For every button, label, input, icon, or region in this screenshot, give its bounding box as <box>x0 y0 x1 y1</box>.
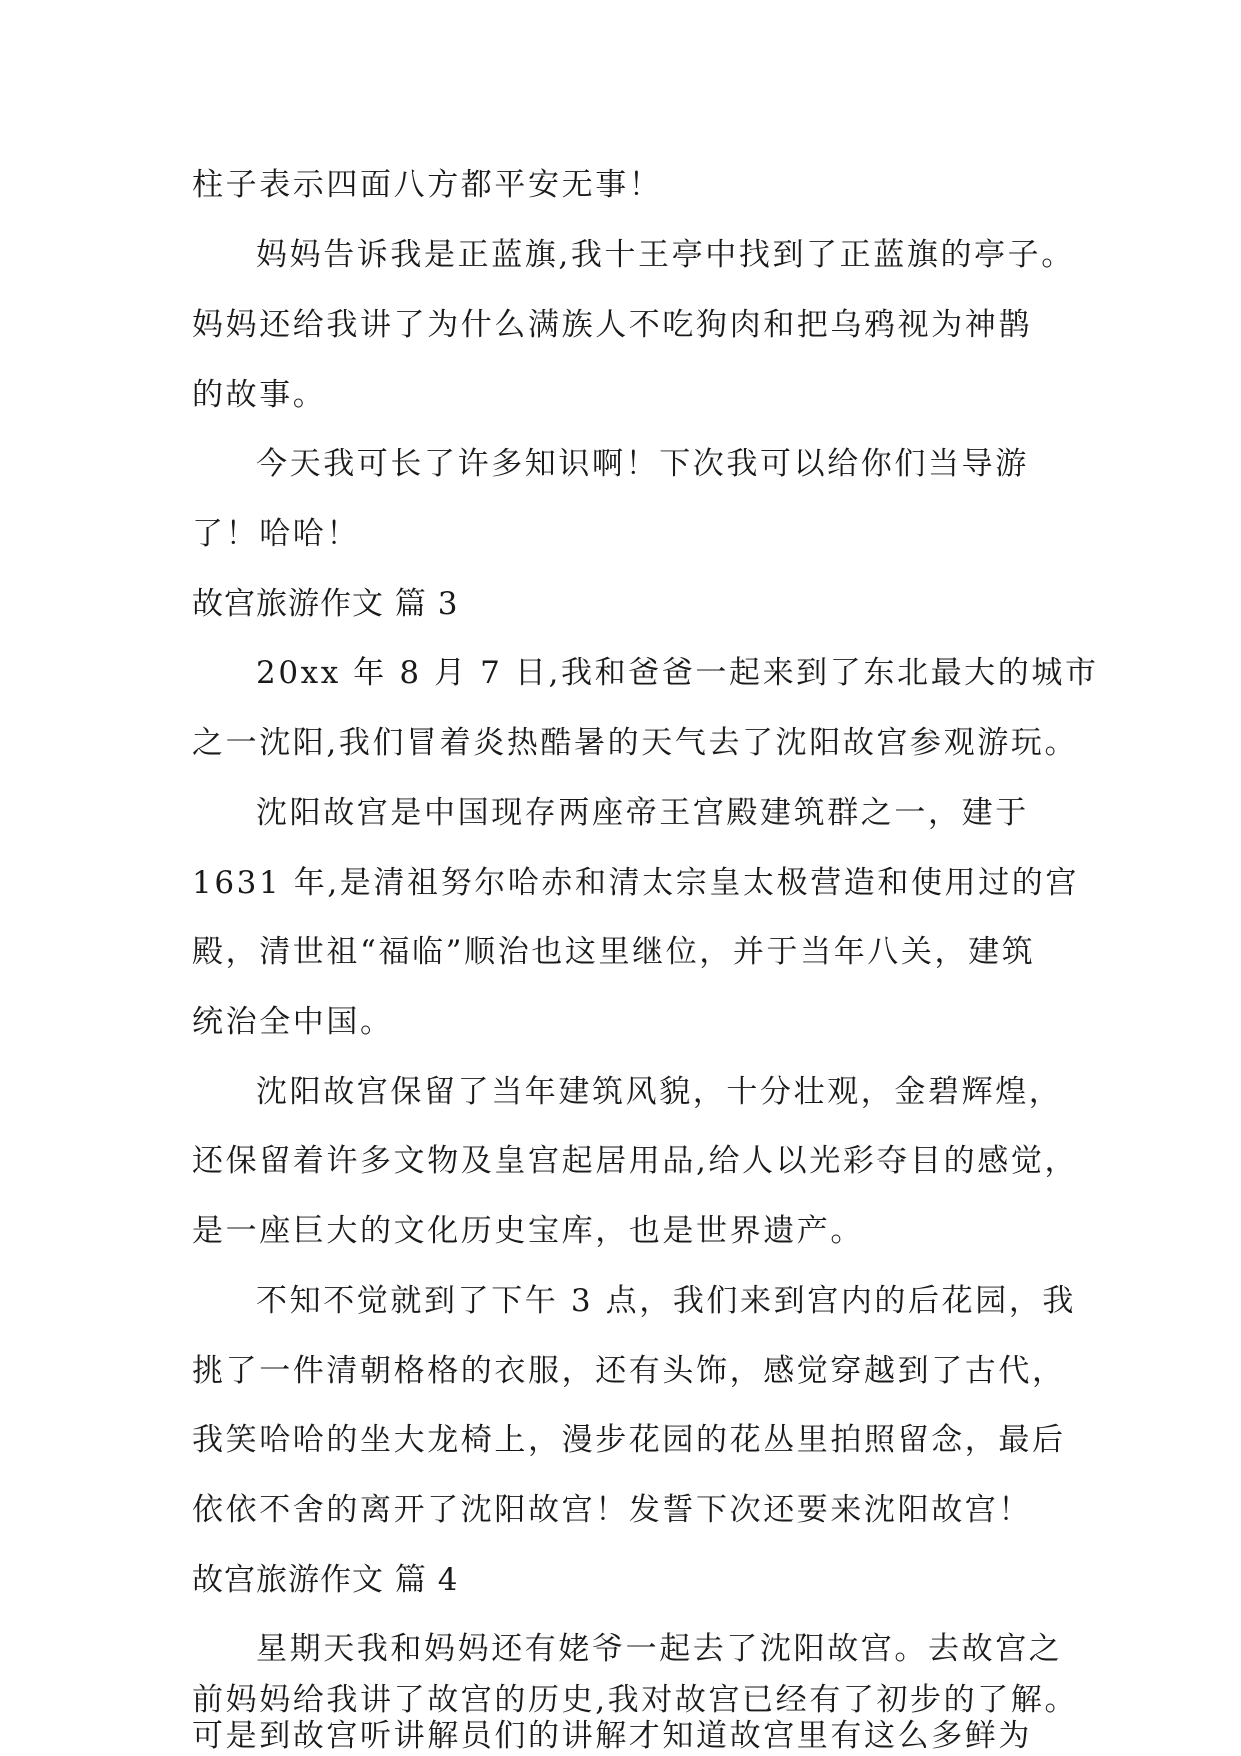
text-line: 之一沈阳,我们冒着炎热酷暑的天气去了沈阳故宫参观游玩。 <box>192 725 1079 761</box>
text-line: 是一座巨大的文化历史宝库，也是世界遗产。 <box>192 1213 864 1249</box>
section-heading-4: 故宫旅游作文 篇 4 <box>192 1562 459 1598</box>
paragraph-start-line: 妈妈告诉我是正蓝旗,我十王亭中找到了正蓝旗的亭子。 <box>256 237 1075 273</box>
paragraph-start-line: 20xx 年 8 月 7 日,我和爸爸一起来到了东北最大的城市 <box>256 655 1099 691</box>
text-line: 妈妈还给我讲了为什么满族人不吃狗肉和把乌鸦视为神鹊 <box>192 307 1032 343</box>
text-line: 柱子表示四面八方都平安无事！ <box>192 167 663 203</box>
section-heading-3: 故宫旅游作文 篇 3 <box>192 586 459 622</box>
paragraph-start-line: 沈阳故宫是中国现存两座帝王宫殿建筑群之一，建于 <box>256 795 1029 831</box>
text-line: 挑了一件清朝格格的衣服，还有头饰，感觉穿越到了古代， <box>192 1353 1066 1389</box>
text-line: 了！哈哈！ <box>192 516 360 552</box>
text-line: 依依不舍的离开了沈阳故宫！发誓下次还要来沈阳故宫！ <box>192 1492 1032 1528</box>
paragraph-start-line: 星期天我和妈妈还有姥爷一起去了沈阳故宫。去故宫之 <box>256 1631 1063 1667</box>
text-line: 可是到故宫听讲解员们的讲解才知道故宫里有这么多鲜为 <box>192 1718 1032 1754</box>
text-line: 统治全中国。 <box>192 1004 394 1040</box>
paragraph-start-line: 今天我可长了许多知识啊！下次我可以给你们当导游 <box>256 446 1029 482</box>
text-line: 前妈妈给我讲了故宫的历史,我对故宫已经有了初步的了解。 <box>192 1682 1079 1718</box>
text-line: 殿，清世祖“福临”顺治也这里继位，并于当年八关，建筑 <box>192 934 1036 970</box>
paragraph-start-line: 沈阳故宫保留了当年建筑风貌，十分壮观，金碧辉煌， <box>256 1074 1063 1110</box>
text-line: 的故事。 <box>192 377 327 413</box>
paragraph-start-line: 不知不觉就到了下午 3 点，我们来到宫内的后花园，我 <box>256 1283 1077 1319</box>
text-line: 我笑哈哈的坐大龙椅上，漫步花园的花丛里拍照留念，最后 <box>192 1422 1066 1458</box>
text-line: 1631 年,是清祖努尔哈赤和清太宗皇太极营造和使用过的宫 <box>192 865 1079 901</box>
text-line: 还保留着许多文物及皇宫起居用品,给人以光彩夺目的感觉， <box>192 1143 1079 1179</box>
